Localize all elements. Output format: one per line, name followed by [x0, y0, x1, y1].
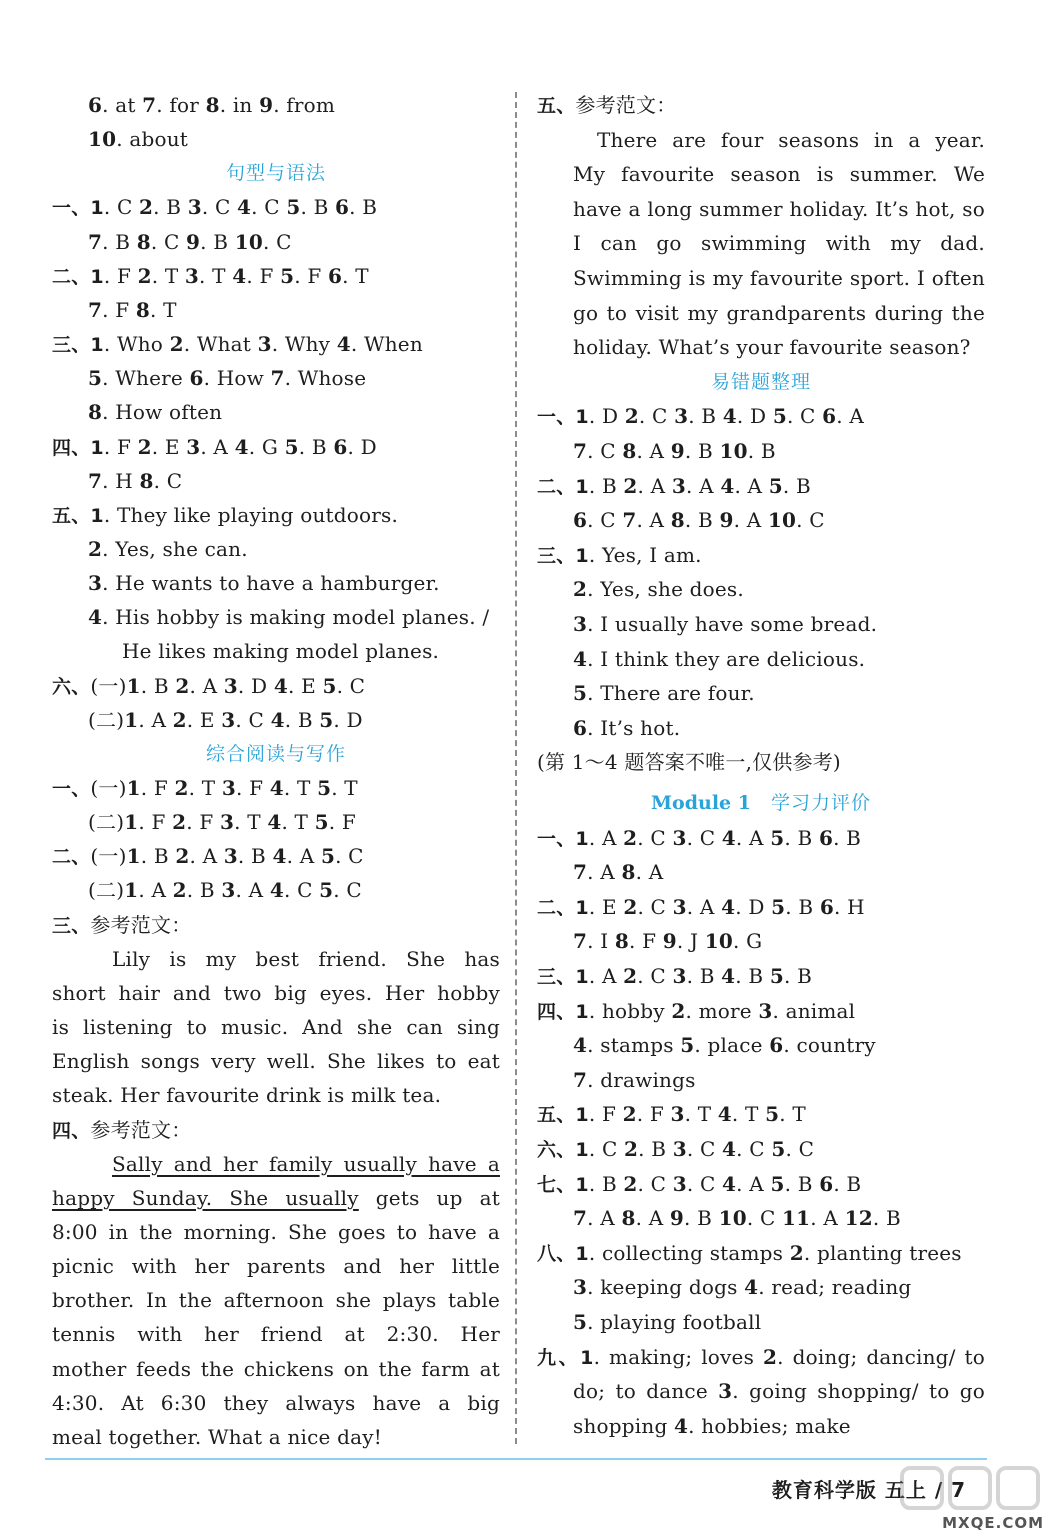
answer-line: 一、1. A 2. C 3. C 4. A 5. B 6. B — [537, 825, 862, 850]
answer-line: My favourite season is summer. We — [573, 162, 985, 187]
answer-line: 5. Where 6. How 7. Whose — [88, 366, 367, 391]
answer-line: 6. C 7. A 8. B 9. A 10. C — [573, 508, 825, 533]
answer-line: 三、1. Yes, I am. — [537, 542, 702, 567]
answer-line: 九、1. making; loves 2. doing; dancing/ to — [537, 1344, 985, 1369]
answer-line: 7. B 8. C 9. B 10. C — [88, 229, 292, 254]
answer-line: 一、(一)1. F 2. T 3. F 4. T 5. T — [52, 776, 358, 800]
answer-line: brother. In the afternoon she plays table — [52, 1288, 500, 1313]
page-footer: 教育科学版 五上 / 7 — [771, 1478, 966, 1502]
answer-line: 7. H 8. C — [88, 468, 183, 493]
answer-line: 4. I think they are delicious. — [573, 646, 866, 671]
answer-line: (二)1. A 2. E 3. C 4. B 5. D — [88, 707, 363, 732]
answer-line: 6. It’s hot. — [573, 715, 681, 740]
answer-line: meal together. What a nice day! — [52, 1424, 382, 1449]
answer-line: tennis with her friend at 2:30. Her — [52, 1322, 500, 1347]
answer-line: picnic with her parents and her little — [52, 1254, 500, 1279]
answer-line: 2. Yes, she can. — [88, 536, 248, 561]
answer-line: 六、(一)1. B 2. A 3. D 4. E 5. C — [52, 673, 366, 698]
watermark-text: MXQE.COM — [942, 1514, 1044, 1532]
answer-line: 5. playing football — [573, 1310, 762, 1334]
answer-line: 三、1. A 2. C 3. B 4. B 5. B — [537, 964, 813, 988]
answer-line: 七、1. B 2. C 3. C 4. A 5. B 6. B — [537, 1171, 862, 1196]
answer-line: shopping 4. hobbies; make — [573, 1413, 851, 1438]
answer-line: 7. C 8. A 9. B 10. B — [573, 439, 776, 463]
answer-line: 6. at 7. for 8. in 9. from — [88, 93, 336, 117]
answer-line: Swimming is my favourite sport. I often — [573, 266, 985, 290]
answer-line: 3. keeping dogs 4. read; reading — [573, 1275, 912, 1300]
answer-line: 四、1. hobby 2. more 3. animal — [537, 998, 856, 1023]
answer-line: 四、1. F 2. E 3. A 4. G 5. B 6. D — [52, 434, 377, 459]
answer-line: (二)1. F 2. F 3. T 4. T 5. F — [88, 810, 356, 835]
answer-line: 7. I 8. F 9. J 10. G — [573, 929, 763, 954]
answer-line: 4. His hobby is making model planes. / — [88, 605, 490, 630]
column-divider — [515, 92, 517, 1444]
footer-rule — [45, 1458, 987, 1460]
answer-line: 3. He wants to have a hamburger. — [88, 571, 440, 596]
answer-line: short hair and two big eyes. Her hobby — [52, 980, 500, 1005]
answer-line: happy Sunday. She usually gets up at — [52, 1185, 500, 1210]
answer-line: 4:30. At 6:30 they always have a big — [52, 1390, 500, 1415]
answer-line: I can go swimming with my dad. — [573, 231, 985, 256]
answer-line: 5. There are four. — [573, 681, 755, 706]
answer-line: 二、(一)1. B 2. A 3. B 4. A 5. C — [52, 844, 364, 869]
answer-line: go to visit my grandparents during the — [573, 300, 985, 325]
answer-line: 7. F 8. T — [88, 297, 177, 322]
answer-line: 三、1. Who 2. What 3. Why 4. When — [52, 332, 423, 357]
answer-line: 五、1. They like playing outdoors. — [52, 502, 399, 527]
section-heading: Module 1 学习力评价 — [651, 792, 871, 814]
answer-line: (二)1. A 2. B 3. A 4. C 5. C — [88, 878, 362, 903]
section-heading: 易错题整理 — [710, 370, 811, 393]
answer-line: 三、参考范文： — [52, 912, 192, 937]
answer-line: steak. Her favourite drink is milk tea. — [52, 1083, 442, 1108]
answer-line: 7. drawings — [573, 1067, 696, 1092]
answer-line: 10. about — [88, 127, 189, 152]
answer-line: have a long summer holiday. It’s hot, so — [573, 196, 985, 221]
answer-line: Lily is my best friend. She has — [112, 946, 500, 971]
answer-line: (第 1～4 题答案不唯一,仅供参考) — [537, 750, 841, 775]
answer-line: English songs very well. She likes to eat — [52, 1049, 500, 1074]
answer-line: 五、1. F 2. F 3. T 4. T 5. T — [537, 1102, 806, 1127]
answer-line: 二、1. F 2. T 3. T 4. F 5. F 6. T — [52, 263, 369, 288]
answer-line: 8. How often — [88, 400, 223, 425]
answer-line: 一、1. D 2. C 3. B 4. D 5. C 6. A — [537, 404, 865, 429]
answer-line: 8:00 in the morning. She goes to have a — [52, 1219, 500, 1244]
answer-line: 2. Yes, she does. — [573, 577, 744, 602]
answer-line: There are four seasons in a year. — [597, 127, 985, 152]
answer-line: 7. A 8. A 9. B 10. C 11. A 12. B — [573, 1206, 901, 1231]
answer-line: 3. I usually have some bread. — [573, 612, 878, 636]
answer-line: 一、1. C 2. B 3. C 4. C 5. B 6. B — [52, 195, 378, 220]
answer-line: is listening to music. And she can sing — [52, 1015, 500, 1040]
answer-line: do; to dance 3. going shopping/ to go — [573, 1379, 985, 1404]
answer-line: mother feeds the chickens on the farm at — [52, 1356, 500, 1381]
answer-line: 六、1. C 2. B 3. C 4. C 5. C — [537, 1137, 815, 1161]
answer-line: 二、1. B 2. A 3. A 4. A 5. B — [537, 473, 811, 498]
answer-line: He likes making model planes. — [122, 639, 440, 664]
answer-line: 二、1. E 2. C 3. A 4. D 5. B 6. H — [537, 894, 865, 919]
answer-line: 五、参考范文： — [537, 93, 677, 117]
answer-line: holiday. What’s your favourite season? — [573, 335, 971, 360]
section-heading: 综合阅读与写作 — [205, 742, 346, 765]
answer-line: 八、1. collecting stamps 2. planting trees — [537, 1240, 962, 1265]
answer-line: Sally and her family usually have a — [112, 1151, 500, 1176]
section-heading: 句型与语法 — [225, 162, 326, 185]
answer-line: 四、参考范文： — [52, 1117, 192, 1142]
answer-line: 7. A 8. A — [573, 860, 664, 885]
answer-line: 4. stamps 5. place 6. country — [573, 1033, 876, 1058]
